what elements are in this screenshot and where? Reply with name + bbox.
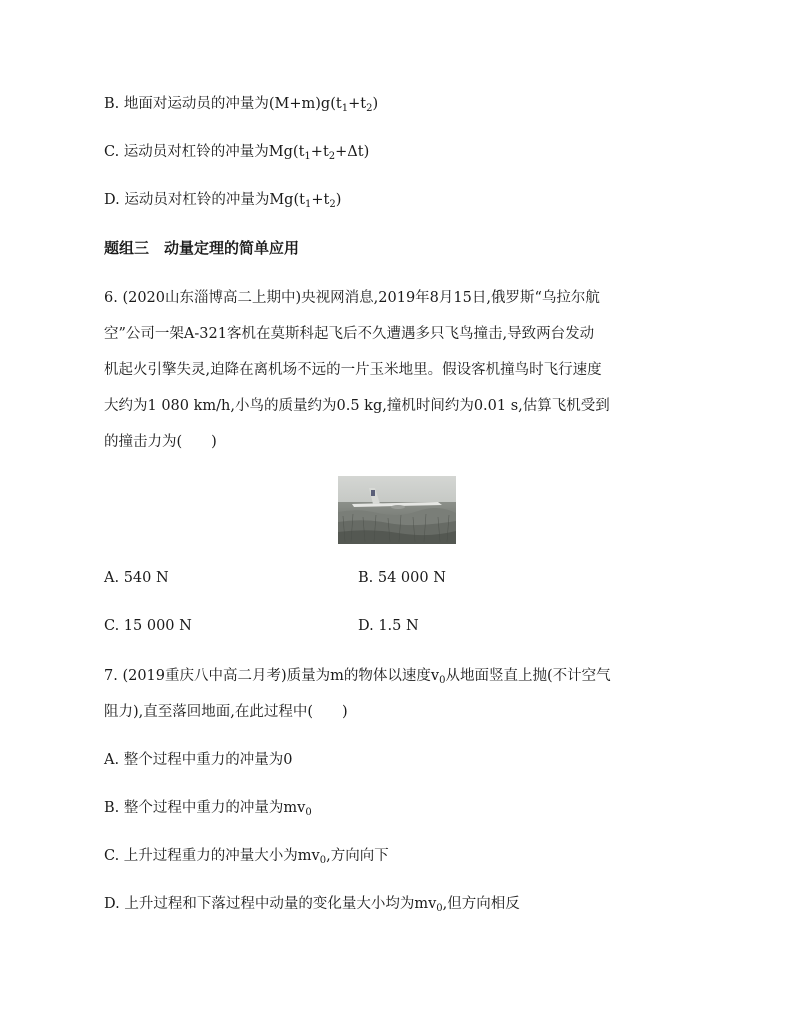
q7-line-2: 阻力),直至落回地面,在此过程中( ) xyxy=(104,704,348,720)
q7-line-1: 7. (2019重庆八中高二月考)质量为m的物体以速度$v_0$从地面竖直上抛(不计空气 xyxy=(104,668,611,686)
q6-option-c: C. 15 000 N xyxy=(104,618,192,634)
q7-option-c: C. 上升过程重力的冲量大小为$mv_0$,方向向下 xyxy=(104,848,389,866)
q6-option-a: A. 540 N xyxy=(104,570,169,586)
q6-line-5: 的撞击力为( ) xyxy=(104,434,217,450)
q7-option-d: D. 上升过程和下落过程中动量的变化量大小均为$mv_0$,但方向相反 xyxy=(104,896,520,914)
airplane-in-cornfield-photo xyxy=(338,476,456,544)
q6-line-2: 空”公司一架A-321客机在莫斯科起飞后不久遭遇多只飞鸟撞击,导致两台发动 xyxy=(104,326,595,342)
q6-line-4: 大约为1 080 km/h,小鸟的质量约为0.5 kg,撞机时间约为0.01 s,估算飞机受到 xyxy=(104,398,610,414)
airplane-photo-drawing xyxy=(338,476,456,544)
q7-option-b: B. 整个过程中重力的冲量为$mv_0$ xyxy=(104,800,312,818)
option-b-prev: B. 地面对运动员的冲量为$(M+m)g(t_1+t_2)$ xyxy=(104,96,379,114)
option-c-prev: C. 运动员对杠铃的冲量为$Mg(t_1+t_2+\Delta t)$ xyxy=(104,144,370,162)
section-heading: 题组三 动量定理的简单应用 xyxy=(104,239,300,257)
q6-line-1: 6. (2020山东淄博高二上期中)央视网消息,2019年8月15日,俄罗斯“乌拉尔航 xyxy=(104,290,600,306)
q6-option-b: B. 54 000 N xyxy=(358,570,446,586)
option-d-prev: D. 运动员对杠铃的冲量为$Mg(t_1+t_2)$ xyxy=(104,192,342,210)
q6-line-3: 机起火引擎失灵,迫降在离机场不远的一片玉米地里。假设客机撞鸟时飞行速度 xyxy=(104,362,602,378)
q7-option-a: A. 整个过程中重力的冲量为0 xyxy=(104,752,293,768)
q6-option-d: D. 1.5 N xyxy=(358,618,419,634)
